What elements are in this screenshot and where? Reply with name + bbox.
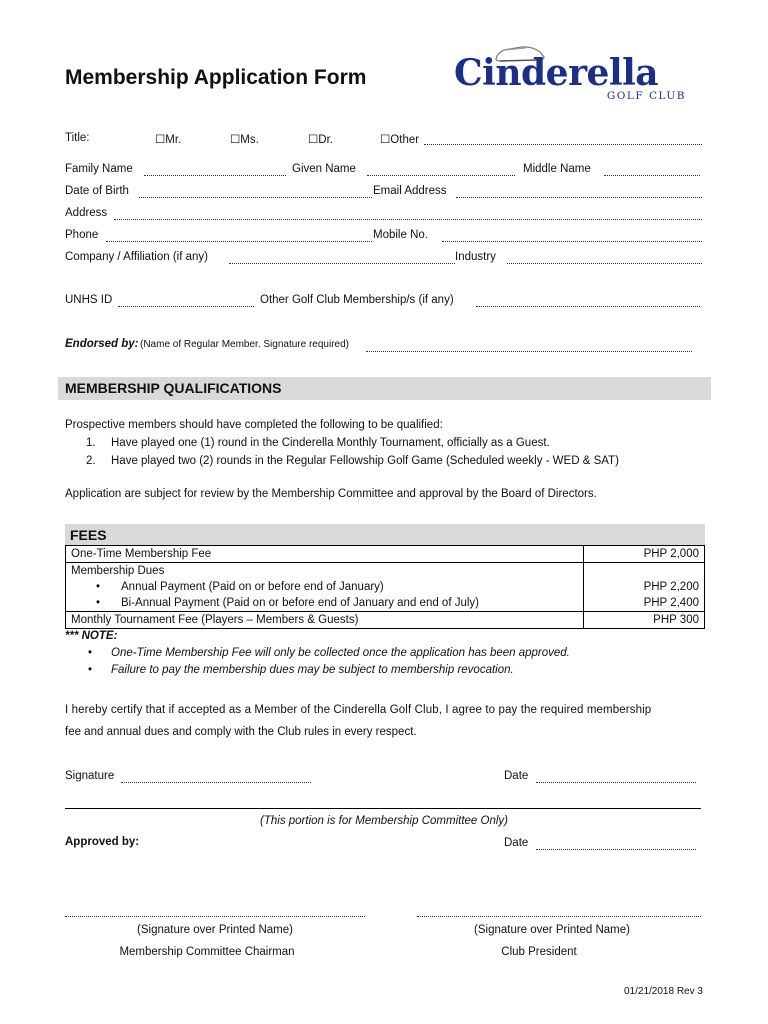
industry-field[interactable]	[507, 252, 702, 264]
dues-amount-cell	[584, 563, 705, 612]
membership-dues-cell	[66, 563, 584, 612]
president-role: Club President	[501, 946, 577, 958]
approved-by-label: Approved by:	[65, 836, 140, 848]
endorsed-field[interactable]	[366, 340, 692, 352]
biannual-label: Bi-Annual Payment (Paid on or before end of January and end of July)	[121, 597, 479, 609]
mobile-field[interactable]	[442, 230, 702, 242]
certification-line-2: fee and annual dues and comply with the Club rules in every respect.	[65, 726, 417, 738]
committee-date-label: Date	[504, 837, 529, 849]
page-title: Membership Application Form	[65, 66, 367, 89]
chairman-signature-caption: (Signature over Printed Name)	[137, 924, 293, 936]
qualifications-heading: MEMBERSHIP QUALIFICATIONS	[65, 380, 282, 396]
company-field[interactable]	[229, 252, 455, 264]
revision-label: 01/21/2018 Rev 3	[624, 986, 703, 997]
annual-label: Annual Payment (Paid on or before end of January)	[121, 581, 384, 593]
committee-only-note: (This portion is for Membership Committee Only)	[260, 815, 508, 827]
title-label: Title:	[65, 132, 90, 144]
certification-line-1: I hereby certify that if accepted as a Member of the Cinderella Golf Club, I agree to pay the required membership	[65, 704, 652, 716]
list-item	[71, 579, 578, 595]
family-name-field[interactable]	[144, 164, 286, 176]
president-signature-caption: (Signature over Printed Name)	[474, 924, 630, 936]
fees-heading: FEES	[70, 527, 107, 543]
logo-subtitle: GOLF CLUB	[606, 90, 686, 102]
phone-label: Phone	[65, 229, 99, 241]
fees-section-bar	[65, 524, 705, 545]
divider	[65, 808, 701, 809]
qualification-number-2: 2.	[86, 455, 96, 467]
fee-amount: PHP 2,000	[584, 546, 705, 563]
unhs-id-label: UNHS ID	[65, 294, 113, 306]
bullet-icon: •	[96, 597, 101, 609]
note-label: *** NOTE:	[65, 630, 118, 642]
club-logo	[454, 46, 694, 106]
logo-wordmark: Cinderella	[454, 52, 659, 94]
title-option-ms[interactable]: ☐Ms.	[230, 134, 259, 146]
table-row	[66, 546, 705, 563]
date-label: Date	[504, 770, 529, 782]
email-label: Email Address	[373, 185, 447, 197]
endorsed-label: Endorsed by:	[65, 338, 139, 350]
other-title-field[interactable]	[424, 133, 702, 145]
review-statement: Application are subject for review by the Membership Committee and approval by the Board of Directors.	[65, 488, 597, 500]
given-name-label: Given Name	[292, 163, 356, 175]
bullet-icon: •	[96, 581, 101, 593]
qualifications-intro: Prospective members should have completed the following to be qualified:	[65, 419, 443, 431]
qualification-item: Have played two (2) rounds in the Regular Fellowship Golf Game (Scheduled weekly - WED & SAT)	[111, 455, 619, 467]
list-item	[71, 595, 578, 611]
date-field[interactable]	[536, 771, 696, 783]
address-field[interactable]	[114, 208, 702, 220]
fee-label: Monthly Tournament Fee (Players – Members & Guests)	[66, 612, 584, 629]
note-item: One-Time Membership Fee will only be collected once the application has been approved.	[111, 647, 570, 659]
mobile-label: Mobile No.	[373, 229, 428, 241]
chairman-role: Membership Committee Chairman	[119, 946, 295, 958]
president-signature-field[interactable]	[417, 905, 701, 917]
title-option-other[interactable]: ☐Other	[380, 134, 420, 146]
note-item: Failure to pay the membership dues may be subject to membership revocation.	[111, 664, 514, 676]
signature-label: Signature	[65, 770, 115, 782]
company-label: Company / Affiliation (if any)	[65, 251, 208, 263]
bullet-icon: •	[88, 664, 93, 676]
title-option-dr[interactable]: ☐Dr.	[308, 134, 334, 146]
qualification-item: Have played one (1) round in the Cinderella Monthly Tournament, officially as a Guest.	[111, 437, 550, 449]
unhs-id-field[interactable]	[118, 295, 254, 307]
middle-name-field[interactable]	[604, 164, 700, 176]
biannual-amount: PHP 2,400	[643, 597, 699, 609]
table-row	[66, 563, 705, 612]
qualification-number-1: 1.	[86, 437, 96, 449]
fees-table	[65, 545, 705, 629]
dob-label: Date of Birth	[65, 185, 129, 197]
table-row	[66, 612, 705, 629]
email-field[interactable]	[456, 186, 702, 198]
other-club-field[interactable]	[476, 295, 700, 307]
industry-label: Industry	[455, 251, 496, 263]
fee-amount: PHP 300	[584, 612, 705, 629]
middle-name-label: Middle Name	[523, 163, 591, 175]
bullet-icon: •	[88, 647, 93, 659]
other-club-label: Other Golf Club Membership/s (if any)	[260, 294, 454, 306]
chairman-signature-field[interactable]	[65, 905, 365, 917]
phone-field[interactable]	[106, 230, 372, 242]
given-name-field[interactable]	[367, 164, 515, 176]
committee-date-field[interactable]	[536, 838, 696, 850]
dues-label: Membership Dues	[71, 565, 165, 577]
dob-field[interactable]	[139, 186, 372, 198]
annual-amount: PHP 2,200	[643, 581, 699, 593]
signature-field[interactable]	[121, 771, 311, 783]
endorsed-note: (Name of Regular Member. Signature required)	[140, 339, 349, 350]
address-label: Address	[65, 207, 108, 219]
fee-label: One-Time Membership Fee	[66, 546, 584, 563]
title-option-mr[interactable]: ☐Mr.	[155, 134, 182, 146]
family-name-label: Family Name	[65, 163, 133, 175]
